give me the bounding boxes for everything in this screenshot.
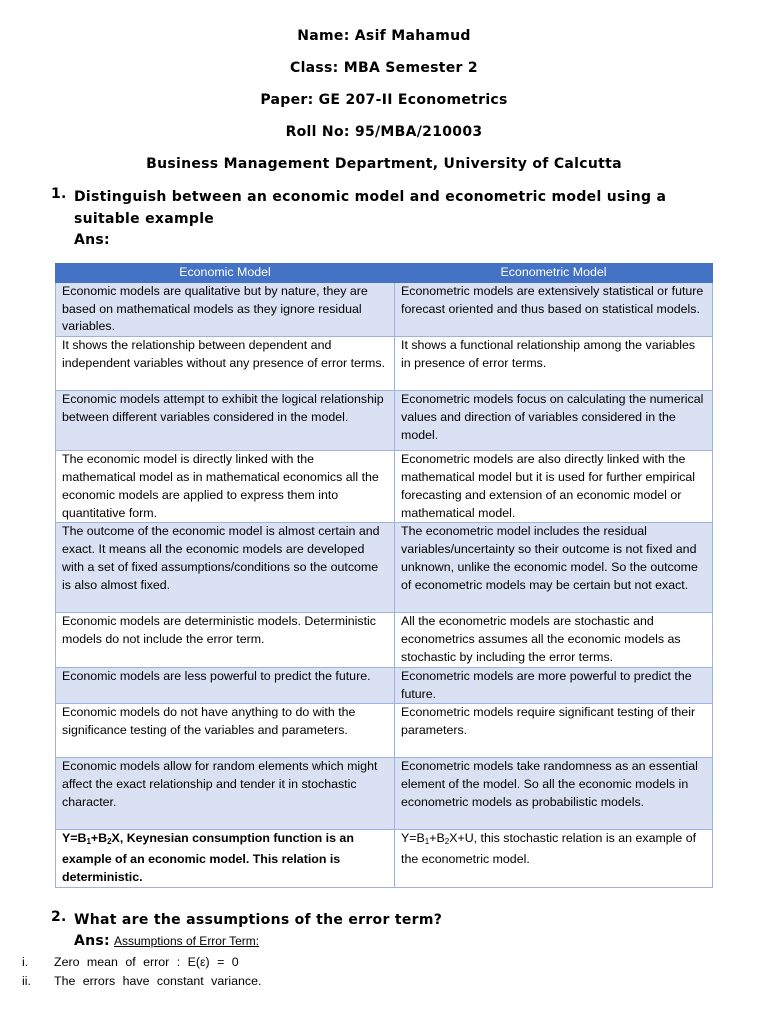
table-cell: Econometric models are extensively statistical or future forecast oriented and thus based on statistical models.: [395, 282, 713, 336]
table-row: [56, 704, 713, 758]
table-cell: Econometric models focus on calculating the numerical values and direction of variables considered in the model.: [395, 391, 713, 451]
list-marker: ii.: [22, 974, 31, 988]
question-1-number: 1.: [51, 186, 67, 202]
table-cell-example-econometric: $Y=B_1+B_2X+U$, this stochastic relation is an example of the econometric model.: [395, 830, 713, 887]
assumptions-subheading: Assumptions of Error Term:: [113, 934, 260, 948]
table-row: [56, 758, 713, 830]
table-row: [56, 830, 713, 887]
table-cell: Econometric models are also directly linked with the mathematical model but it is used for further empirical forecasting and extension of an economic model or mathematical model.: [395, 451, 713, 523]
department-line: Business Management Department, University of Calcutta: [146, 156, 622, 172]
header-econometric-model: Econometric Model: [395, 264, 713, 283]
table-row: [56, 451, 713, 523]
comparison-table: [55, 263, 713, 888]
table-cell: Econometric models take randomness as an essential element of the model. So all the economic models in econometric models as probabilistic models.: [395, 758, 713, 830]
student-name: Name: Asif Mahamud: [297, 28, 471, 44]
table-row: [56, 391, 713, 451]
answer-2-label: Ans: Assumptions of Error Term:: [74, 933, 260, 949]
table-cell: The economic model is directly linked with the mathematical model as in mathematical economics all the economic models are applied to express them into quantitative form.: [56, 451, 395, 523]
question-2: [51, 909, 731, 931]
class-line: Class: MBA Semester 2: [290, 60, 478, 76]
table-row: [56, 613, 713, 667]
table-row: [56, 667, 713, 704]
list-item-text: Zero mean of error : E(ε) = 0: [54, 955, 239, 969]
table-cell: Economic models are qualitative but by nature, they are based on mathematical models as they ignore residual variables.: [56, 282, 395, 336]
table-cell-example-economic: $Y=B_1+B_2X$, Keynesian consumption function is an example of an economic model. This relation is deterministic.: [56, 830, 395, 887]
list-item-text: The errors have constant variance.: [54, 974, 262, 988]
table-header-row: [56, 264, 713, 283]
table-cell: The econometric model includes the residual variables/uncertainty so their outcome is not fixed and unknown, unlike the economic model. So the outcome of econometric models may be certain but not exact.: [395, 523, 713, 613]
question-1: [51, 186, 731, 232]
roll-line: Roll No: 95/MBA/210003: [285, 124, 483, 140]
answer-1-label: Ans:: [74, 232, 110, 248]
table-cell: Economic models are less powerful to predict the future.: [56, 667, 395, 704]
table-cell: It shows a functional relationship among the variables in presence of error terms.: [395, 337, 713, 391]
table-row: [56, 337, 713, 391]
question-2-number: 2.: [51, 909, 67, 925]
table-row: [56, 282, 713, 336]
table-cell: It shows the relationship between dependent and independent variables without any presence of error terms.: [56, 337, 395, 391]
list-marker: i.: [22, 955, 29, 969]
table-cell: Economic models are deterministic models. Deterministic models do not include the error term.: [56, 613, 395, 667]
table-cell: All the econometric models are stochastic and econometrics assumes all the economic models as stochastic by including the error terms.: [395, 613, 713, 667]
table-cell: Economic models attempt to exhibit the logical relationship between different variables considered in the model.: [56, 391, 395, 451]
table-cell: The outcome of the economic model is almost certain and exact. It means all the economic models are developed with a set of fixed assumptions/conditions so the outcome is also almost fixed.: [56, 523, 395, 613]
table-cell: Economic models allow for random elements which might affect the exact relationship and tender it in stochastic character.: [56, 758, 395, 830]
table-cell: Economic models do not have anything to do with the significance testing of the variables and parameters.: [56, 704, 395, 758]
list-item: [22, 955, 239, 969]
paper-line: Paper: GE 207-II Econometrics: [260, 92, 508, 108]
list-item: [22, 974, 261, 988]
table-row: [56, 523, 713, 613]
header-economic-model: Economic Model: [56, 264, 395, 283]
table-cell: Econometric models are more powerful to predict the future.: [395, 667, 713, 704]
question-1-text: Distinguish between an economic model and econometric model using a suitable example: [74, 189, 667, 227]
table-cell: Econometric models require significant testing of their parameters.: [395, 704, 713, 758]
question-2-text: What are the assumptions of the error term?: [74, 912, 443, 928]
